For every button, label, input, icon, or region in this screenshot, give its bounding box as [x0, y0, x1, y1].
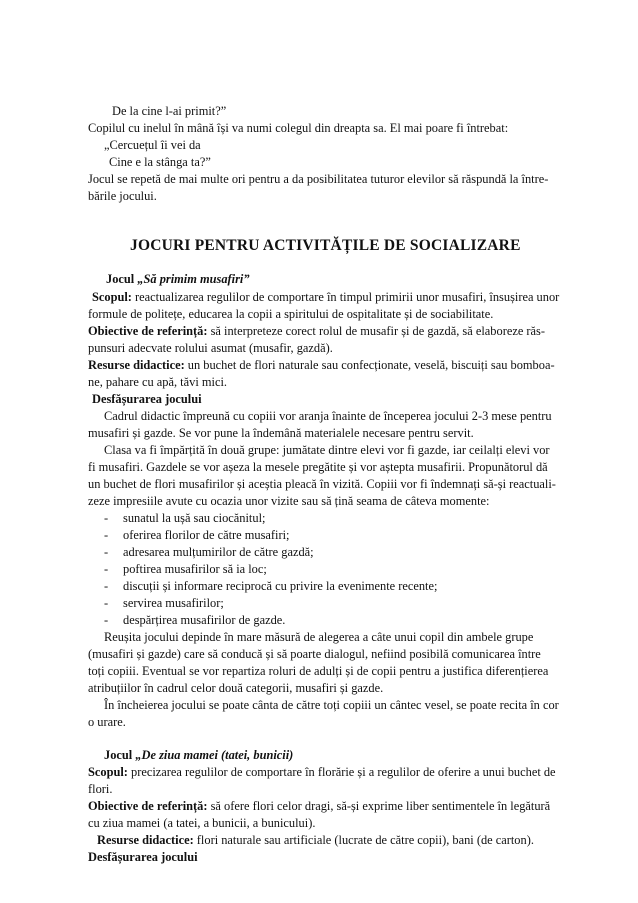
text-line: Reușita jocului depinde în mare măsură de alegerea a câte unui copil din ambele grupe: [104, 630, 534, 644]
list-item: sunatul la ușă sau ciocănitul;: [123, 511, 266, 525]
text-line: Copilul cu inelul în mână își va numi colegul din dreapta sa. El mai poare fi întrebat:: [88, 121, 509, 135]
obiective-label: Obiective de referință:: [88, 324, 208, 338]
text-line: fi musafiri. Gazdele se vor așeza la mesele pregătite și vor aștepta musafirii. Propunătorul dă: [88, 460, 548, 474]
list-item: poftirea musafirilor să ia loc;: [123, 562, 267, 576]
text-line: un buchet de flori musafirilor și aceștia pleacă în vizită. Copiii vor fi îndemnați să-și reactuali-: [88, 477, 556, 491]
text-line: bările jocului.: [88, 189, 157, 203]
resurse-label: Resurse didactice:: [97, 833, 194, 847]
list-item: servirea musafirilor;: [123, 596, 224, 610]
desfasurare-heading: Desfășurarea jocului: [88, 850, 198, 864]
list-item: despărțirea musafirilor de gazde.: [123, 613, 286, 627]
text-line: musafiri și gazde. Se vor pune la îndemână materialele necesare pentru servit.: [88, 426, 474, 440]
game-title-name: „Să primim musafiri”: [137, 272, 250, 286]
text-line: ne, pahare cu apă, tăvi mici.: [88, 375, 227, 389]
desfasurare-heading: Desfășurarea jocului: [92, 392, 202, 406]
resurse-line: [88, 358, 555, 373]
text-line: zeze impresiile avute cu ocazia unor vizite sau să țină seama de câteva momente:: [88, 494, 490, 508]
text-line: Cine e la stânga ta?”: [109, 155, 211, 169]
text-line: „Cercuețul îi vei da: [104, 138, 201, 152]
scop-text: precizarea regulilor de comportare în florărie și a regulilor de oferire a unui buchet de: [127, 765, 556, 779]
obiective-text: să ofere flori celor dragi, să-și exprime liber sentimentele în legătură: [207, 799, 551, 813]
text-line: o urare.: [88, 715, 126, 729]
bullet-mark: -: [104, 545, 109, 559]
text-line: De la cine l-ai primit?”: [112, 104, 227, 118]
text-line: Jocul se repetă de mai multe ori pentru a da posibilitatea tuturor elevilor să răspundă la între-: [88, 172, 549, 186]
text-line: cu ziua mamei (a tatei, a bunicii, a bunicului).: [88, 816, 316, 830]
resurse-text: flori naturale sau artificiale (lucrate de către copii), bani (de carton).: [193, 833, 534, 847]
game-title-prefix: Jocul: [106, 272, 138, 286]
obiective-line: [88, 324, 545, 339]
list-item: adresarea mulțumirilor de către gazdă;: [123, 545, 314, 559]
bullet-mark: -: [104, 528, 109, 542]
text-line: (musafiri și gazde) care să conducă și să poarte dialogul, nefiind posibilă comunicarea între: [88, 647, 541, 661]
resurse-label: Resurse didactice:: [88, 358, 185, 372]
resurse-line: [97, 833, 534, 848]
obiective-text: să interpreteze corect rolul de musafir și de gazdă, să elaboreze răs-: [207, 324, 545, 338]
bullet-mark: -: [104, 579, 109, 593]
text-line: atribuțiilor în cadrul celor două categorii, musafiri și gazde.: [88, 681, 384, 695]
text-line: flori.: [88, 782, 113, 796]
text-line: Cadrul didactic împreună cu copiii vor aranja înainte de începerea jocului 2-3 mese pentru: [104, 409, 552, 423]
bullet-mark: -: [104, 562, 109, 576]
list-item: discuții și informare reciprocă cu privire la evenimente recente;: [123, 579, 438, 593]
text-line: punsuri adecvate rolului asumat (musafir, gazdă).: [88, 341, 333, 355]
scop-label: Scopul:: [92, 290, 132, 304]
game-title-prefix: Jocul: [104, 748, 136, 762]
obiective-line: [88, 799, 550, 814]
scop-line: [88, 765, 556, 780]
game-title: [104, 748, 293, 763]
text-line: Clasa va fi împărțită în două grupe: jumătate dintre elevi vor fi gazde, iar ceilalți elevi vor: [104, 443, 550, 457]
list-item: oferirea florilor de către musafiri;: [123, 528, 290, 542]
scop-text: reactualizarea regulilor de comportare în timpul primirii unor musafiri, însușirea unor: [131, 290, 560, 304]
game-title-name: „De ziua mamei (tatei, bunicii): [135, 748, 294, 762]
bullet-mark: -: [104, 596, 109, 610]
bullet-mark: -: [104, 613, 109, 627]
section-title: JOCURI PENTRU ACTIVITĂȚILE DE SOCIALIZARE: [130, 237, 521, 254]
text-line: În încheierea jocului se poate cânta de către toți copiii un cântec vesel, se poate recita în cor: [104, 698, 559, 712]
scop-line: [92, 290, 559, 305]
text-line: formule de politețe, educarea la copii a spiritului de ospitalitate și de sociabilitate.: [88, 307, 494, 321]
game-title: [106, 272, 250, 287]
scop-label: Scopul:: [88, 765, 128, 779]
resurse-text: un buchet de flori naturale sau confecționate, veselă, biscuiți sau bomboa-: [184, 358, 555, 372]
bullet-mark: -: [104, 511, 109, 525]
obiective-label: Obiective de referință:: [88, 799, 208, 813]
text-line: toți copiii. Eventual se vor repartiza roluri de adulți și de copii pentru a justifica diferențierea: [88, 664, 549, 678]
